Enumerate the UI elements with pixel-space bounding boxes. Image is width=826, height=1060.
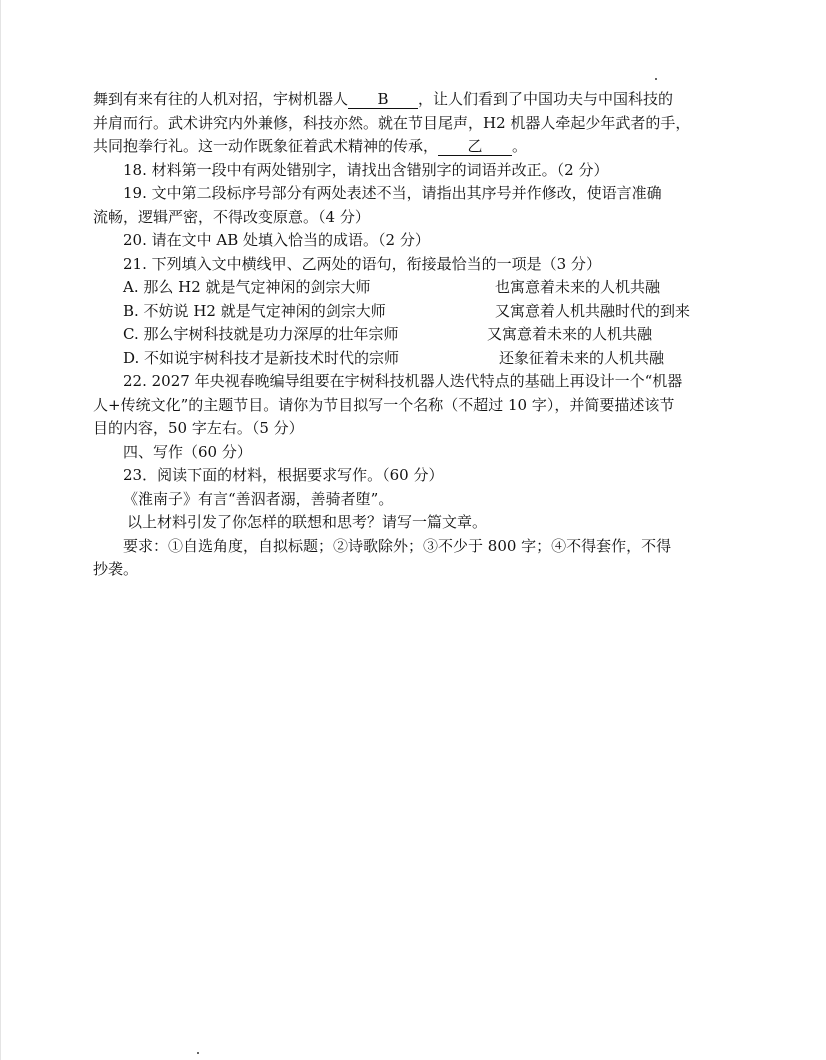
- option-c: C. 那么宇树科技就是功力深厚的壮年宗师 又寓意着未来的人机共融: [123, 325, 653, 343]
- material-quote: 《淮南子》有言“善泅者溺，善骑者堕”。: [123, 489, 394, 508]
- question-18: 18. 材料第一段中有两处错别字，请找出含错别字的词语并改正。（2 分）: [123, 160, 609, 179]
- passage-line: 舞到有来有往的人机对招，宇树机器人 B ，让人们看到了中国功夫与中国科技的: [93, 90, 674, 108]
- section-heading: 四、写作（60 分）: [123, 442, 252, 461]
- option-d: D. 不如说宇树科技才是新技术时代的宗师 还象征着未来的人机共融: [123, 348, 665, 367]
- stray-mark: [655, 78, 657, 80]
- passage-line: 并肩而行。武术讲究内外兼修，科技亦然。就在节目尾声，H2 机器人牵起少年武者的手，: [93, 113, 691, 132]
- question-21: 21. 下列填入文中横线甲、乙两处的语句，衔接最恰当的一项是（3 分）: [123, 254, 601, 273]
- passage-line: 共同抱拳行礼。这一动作既象征着武术精神的传承， 乙 。: [93, 137, 528, 155]
- question-22: 22. 2027 年央视春晚编导组要在宇树科技机器人迭代特点的基础上再设计一个“机器: [123, 372, 683, 390]
- option-b: B. 不妨说 H2 就是气定神闲的剑宗大师 又寓意着人机共融时代的到来: [123, 301, 691, 320]
- blank-b: B: [348, 90, 418, 109]
- blank-yi: 乙: [438, 137, 512, 156]
- stray-mark: [197, 1052, 199, 1054]
- writing-prompt: 以上材料引发了你怎样的联想和思考？请写一篇文章。: [127, 513, 488, 531]
- question-22-cont: 目的内容，50 字左右。（5 分）: [93, 419, 304, 437]
- writing-requirements-cont: 抄袭。: [93, 560, 139, 578]
- question-19-cont: 流畅，逻辑严密，不得改变原意。（4 分）: [93, 207, 370, 226]
- question-22-cont: 人+传统文化”的主题节目。请你为节目拟写一个名称（不超过 10 字），并简要描述该节: [93, 395, 675, 414]
- question-19: 19. 文中第二段标序号部分有两处表述不当，请指出其序号并作修改，使语言准确: [123, 184, 662, 202]
- exam-text: [93, 88, 743, 582]
- option-a: A. 那么 H2 就是气定神闲的剑宗大师 也寓意着未来的人机共融: [123, 278, 661, 296]
- question-20: 20. 请在文中 AB 处填入恰当的成语。（2 分）: [123, 231, 430, 249]
- question-23: 23．阅读下面的材料，根据要求写作。（60 分）: [123, 466, 444, 484]
- writing-requirements: 要求：①自选角度，自拟标题；②诗歌除外；③不少于 800 字；④不得套作，不得: [123, 536, 672, 555]
